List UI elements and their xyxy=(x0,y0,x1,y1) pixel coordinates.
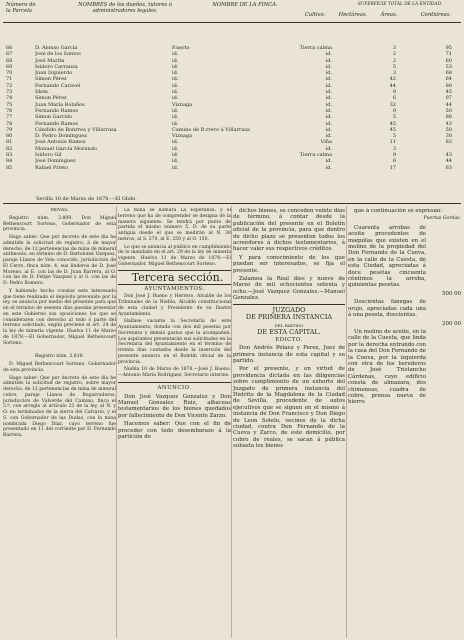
areas: 42 xyxy=(389,76,396,83)
paragraph: Hacemos saber: Que con el fin de proceder con todo desembarazo á la partición de xyxy=(118,421,231,440)
header-num-label: Número de la Parcela xyxy=(6,2,36,14)
areas: 2 xyxy=(392,51,396,58)
edicto-heading: EDICTO. xyxy=(275,336,303,343)
owner-name: Idem xyxy=(35,89,48,96)
centiareas: 44 xyxy=(445,158,452,165)
centiareas: 44 xyxy=(445,101,452,108)
finca-name: Viznaga xyxy=(172,133,193,140)
areas: 45 xyxy=(389,120,396,127)
parcel-number: 81 xyxy=(6,139,13,146)
text-column-4 xyxy=(348,208,461,638)
section-title: Tercera sección. xyxy=(118,270,231,285)
finca-name: id. xyxy=(172,57,179,64)
parcel-number: 69 xyxy=(6,63,13,70)
centiareas: 30 xyxy=(445,133,452,140)
areas: 6 xyxy=(392,95,396,102)
minas-heading: MINAS. xyxy=(50,208,69,213)
parcel-number: 70 xyxy=(6,70,13,77)
seville-line: Sevilla 10 de Marzo de 1878.—El Gbdo. xyxy=(36,196,137,202)
parcel-number: 74 xyxy=(6,95,13,102)
owner-name: José Antonio Ramos xyxy=(35,139,86,146)
centiareas: 63 xyxy=(445,164,452,171)
centiareas: 07 xyxy=(445,95,452,102)
areas: 5 xyxy=(392,63,396,70)
areas: 17 xyxy=(389,164,396,171)
cultivo: id. xyxy=(325,133,332,140)
cultivo: id. xyxy=(325,164,332,171)
paragraph: Hago saber: Que por decreto de este día he admitido la solicitud de registro, á de mayor derecho, de 12 pertenencias de mina de mineral antimonio, en término de D. Bartolomé Vazquez, paraje Llanos de Vela conocido, jurisdicción de El Cerro, finca núm. 4, sus linderos de D. José Moreno, al E. con las de D. Juan Barrera, al O. con las de D. Felipe Vazquez y al S. con las de D. Pedro Romero. xyxy=(3,235,116,286)
parcel-number: 67 xyxy=(6,51,13,58)
centiareas: 43 xyxy=(445,120,452,127)
owner-name: Juan Izquierdo xyxy=(35,70,73,77)
paragraph: La mina se llamará La Esperanza, y el terreno que ha de comprender se designa de la manera siguiente: Se tendrá por punto de partida el mismo número 5. D. de su parte antigua desde el que se medirán al N. 30 metros, al S. 270, al E. 250 y al O. 150. xyxy=(118,208,231,242)
owner-name: José Domínguez xyxy=(35,158,76,165)
centiareas: 83 xyxy=(445,139,452,146)
header-rule xyxy=(3,22,461,23)
cultivo: id. xyxy=(325,114,332,121)
areas: 3 xyxy=(392,45,396,51)
paragraph: Lo que se anuncia al público en cumplimiento de lo mandado en el art. 29 de la ley de minería vigente. Huelva 11 de Marzo de 1878.—El Gobernador, Miguel Bethencourt Sorteno. xyxy=(118,244,231,267)
finca-name: Camino de B.rrero á Villarrasa xyxy=(172,126,250,133)
areas: 44 xyxy=(389,82,396,89)
finca-name: id. xyxy=(172,158,179,165)
header-superficie-label: SUPERFICIE TOTAL DE LA ENTIDAD. xyxy=(357,2,443,7)
finca-name: id. xyxy=(172,120,179,127)
areas: 5 xyxy=(392,114,396,121)
owner-name: Simon Pérez xyxy=(35,95,67,102)
areas: 11 xyxy=(389,139,396,146)
finca-name: id. xyxy=(172,139,179,146)
header-finca-label: NOMBRE DE LA FINCA. xyxy=(212,2,278,8)
parcel-number: 72 xyxy=(6,82,13,89)
areas: 32 xyxy=(389,101,396,108)
owner-name: Isidoro Gil xyxy=(35,152,62,159)
price-line xyxy=(348,291,461,297)
finca-name: id. xyxy=(172,107,179,114)
parcel-number: 84 xyxy=(6,158,13,165)
areas: 9 xyxy=(392,89,396,96)
owner-name: Rafael Prieto xyxy=(35,164,69,171)
price-line xyxy=(348,321,461,327)
parcel-number: 77 xyxy=(6,114,13,121)
parcel-number: 76 xyxy=(6,107,13,114)
areas: 9 xyxy=(392,152,396,159)
finca-name: id. xyxy=(172,63,179,70)
amount: 200 00 xyxy=(442,320,461,327)
centiareas: 68 xyxy=(445,70,452,77)
parcel-number: 66 xyxy=(6,45,13,51)
owner-name: Fernando Caravel xyxy=(35,82,81,89)
column-divider xyxy=(346,206,347,638)
juzgado-line-1: JUZGADO xyxy=(272,305,306,314)
cultivo: id. xyxy=(325,107,332,114)
parcel-number: 82 xyxy=(6,145,13,152)
paragraph: Don José Vazquez Gonzalez y Don Manuel Gonzalez Ruiz, albaceas testamentarios de los bienes quedados por fallecimiento de Don Vicente Zarzo. xyxy=(118,393,231,419)
finca-name: P.uerto xyxy=(172,45,190,51)
finca-name: id. xyxy=(172,82,179,89)
finca-name: id. xyxy=(172,76,179,83)
centiareas: 60 xyxy=(445,57,452,64)
owner-name: Cándido de Bonrrea y Villarrasa xyxy=(35,126,117,133)
areas: 6 xyxy=(392,158,396,165)
owner-name: Simon Pérez xyxy=(35,76,67,83)
cultivo: Tierra calma xyxy=(299,152,332,159)
cultivo: id. xyxy=(325,89,332,96)
cultivo: id. xyxy=(325,158,332,165)
table-row xyxy=(0,165,464,171)
finca-name: id. xyxy=(172,51,179,58)
paragraph: Registro núm. 3.809. Don Miguel Bethencourt Sorteno, Gobernador de esta provincia. xyxy=(3,215,116,233)
text-column-2 xyxy=(118,208,231,638)
finca-name: id. xyxy=(172,145,179,152)
section-subtitle: AYUNTAMIENTOS. xyxy=(144,285,205,292)
parcel-number: 83 xyxy=(6,152,13,159)
amount: 500 00 xyxy=(442,290,461,297)
owner-name: D. Pedro Domínguez xyxy=(35,133,87,140)
header-cent-label: Centiáreas. xyxy=(420,12,452,18)
cultivo: Viña xyxy=(320,139,332,146)
centiareas: 86 xyxy=(445,114,452,121)
cultivo: id. xyxy=(325,70,332,77)
paragraph: Hago saber: Que por decreto de este día he admitido la solicitud de registro, sobre mayor derecho, de 12 pertenencias de mina de mineral cobre, paraje Llanos de Bogarruderos, jurisdicción de Valverde del Camino, finca el 5.º, con arreglo al artículo 23 de la ley, al N. y O. no terminados de la sierra del Calvario, y el S. con Gobernador de las Dudas, con la mina nombrada Diego Díaz, cuyo terreno fue presentado en 11 del corriente por D. Fernando Barrera. xyxy=(3,375,116,438)
registro-heading: Registro núm. 3.810. xyxy=(34,354,85,360)
finca-name: id. xyxy=(172,114,179,121)
centiareas: 64 xyxy=(445,76,452,83)
owner-name: José de los Santos xyxy=(35,51,81,58)
finca-name: id. xyxy=(172,164,179,171)
areas: 45 xyxy=(389,126,396,133)
divider xyxy=(118,382,231,383)
areas: 2 xyxy=(392,57,396,64)
juzgado-heading xyxy=(233,304,345,337)
centiareas: 50 xyxy=(445,107,452,114)
areas: 3 xyxy=(392,70,396,77)
text-column-1 xyxy=(3,208,116,638)
centiareas: 50 xyxy=(445,126,452,133)
parcel-number: 75 xyxy=(6,101,13,108)
paragraph: Don Andrés Pelaez y Perez, Juez de primera instancia de esta capital y su partido. xyxy=(233,345,345,364)
paragraph: dichos bienes, se conceden veinte días de término, á contar desde la publicación del presente en el Boletín oficial de la provincia, para que dentro de dicho plazo se presenten todos los acreedores á dichos testamentarios, á hacer valer sus respectivos créditos. xyxy=(233,208,345,253)
juzgado-line-3: DEL PARTIDO xyxy=(274,322,304,328)
cultivo: id. xyxy=(325,145,332,152)
header-cultivo-label: Cultivo. xyxy=(304,12,326,18)
owner-name: Simon Garrido xyxy=(35,114,73,121)
owner-name: Manuel García Morando xyxy=(35,145,97,152)
centiareas: 80 xyxy=(445,82,452,89)
juzgado-line-4: DE ESTA CAPITAL. xyxy=(257,328,321,337)
centiareas: 45 xyxy=(445,89,452,96)
areas: 9 xyxy=(392,107,396,114)
cultivo: id. xyxy=(325,57,332,64)
cultivo: id. xyxy=(325,82,332,89)
paragraph: Por el presente, y en virtud de providencia dictada en las diligencias sobre cumplimiento de un exhorto del Juzgado de primera instancia del Distrito de la Magdalena de la Ciudad de Sevilla, procedente de autos ejecutivos que se siguen en el mismo á instancia de Don Francisco y Don Diego de Leon Sotelo, vecinos de la dicha ciudad, contra Don Fernando de la Cueva y Zarco, de este domicilio, por cobro de reales, se sacan á pública subasta los bienes xyxy=(233,366,345,450)
parcel-table xyxy=(0,45,464,171)
header-areas-label: Áreas. xyxy=(380,12,398,18)
header-owners-label: NOMBRES de los dueños, tutores ó administradores legales. xyxy=(78,2,172,14)
text-column-3 xyxy=(233,208,345,638)
owner-name: Fernando Ramos xyxy=(35,107,78,114)
cultivo: id. xyxy=(325,63,332,70)
owner-name: Juan María Bolaños xyxy=(35,101,85,108)
cultivo: id. xyxy=(325,126,332,133)
paragraph: que á continuación se expresan: xyxy=(354,208,443,214)
centiareas: 95 xyxy=(445,45,452,51)
paragraph: Cuarenta arrobas de aceite procedentes de maquilas que existen en el molino de la propiedad del Don Fernando de la Cueva, en la calle de la Cuesta, de esta Ciudad, apreciadas á doce pesetas cincuenta céntimos la arroba, quinientas pesetas. xyxy=(348,224,426,289)
cultivo: id. xyxy=(325,51,332,58)
centiareas: 53 xyxy=(445,63,452,70)
location-label: Puertas Gordas. xyxy=(423,216,461,222)
finca-name: id. xyxy=(172,152,179,159)
table-bottom-rule xyxy=(3,203,461,204)
finca-name: Viznaga xyxy=(172,101,193,108)
cultivo: id. xyxy=(325,76,332,83)
paragraph: Niebla 10 de Marzo de 1878.—José J. Bueno.—Antonio María Rodríguez, Secretario interino. xyxy=(118,367,231,378)
column-divider xyxy=(116,206,117,638)
areas: 5 xyxy=(392,133,396,140)
centiareas: 43 xyxy=(445,152,452,159)
parcel-number: 71 xyxy=(6,76,13,83)
parcel-number: 79 xyxy=(6,126,13,133)
areas: 3 xyxy=(392,145,396,152)
cultivo: id. xyxy=(325,120,332,127)
paragraph: Doscientas fanegas de orujo, apreciadas cada una á una peseta, doscientas. xyxy=(348,299,426,319)
paragraph: Y para conocimiento de los que puedan ser interesados, se fija el presente. xyxy=(233,254,345,274)
owner-name: Isidoro Carranza xyxy=(35,63,78,70)
finca-name: id. xyxy=(172,89,179,96)
cultivo: id. xyxy=(325,95,332,102)
finca-name: id. xyxy=(172,70,179,77)
cultivo: Tierra calma xyxy=(299,45,332,51)
owner-name: Fernando Ramos xyxy=(35,120,78,127)
paragraph: Hallase vacante la Secretaría de este Ayuntamiento, dotada con dos mil pesetas por Secretario y demás gastos que la acompañen. Los aspirantes presentarán sus solicitudes en la Secretaría del Ayuntamiento en el término de treinta días contados desde la inserción del presente anuncio en el Boletín oficial de la provincia. xyxy=(118,319,231,365)
paragraph: D. Miguel Bethencourt Sorteno, Gobernador de esta provincia. xyxy=(3,362,116,373)
parcel-number: 80 xyxy=(6,133,13,140)
anuncio-title: ANUNCIO. xyxy=(157,384,192,391)
paragraph: Zalamea la Real dies y nueve de Marzo de mil ochocientos setenta y ocho.—José Vazquez Gonzalez.—Manuel Gonzalez. xyxy=(233,276,345,302)
parcel-number: 85 xyxy=(6,164,13,171)
parcel-number: 78 xyxy=(6,120,13,127)
paragraph: Y habiendo hecho constar este interesado que tiene realizado el depósito prevenido por la ley, se anuncia por medio del presente para que en el término de sesenta días puedan presentar en este Gobierno sus oposiciones los que se consideraren con derecho al todo ó parte del terreno solicitado, según previene el art. 24 de la ley de minería vigente. Huelva 11 de Marzo de 1878.—El Gobernador, Miguel Bethencourt Sorteno. xyxy=(3,288,116,346)
finca-name: id. xyxy=(172,95,179,102)
cultivo: id. xyxy=(325,101,332,108)
owner-name: José Martín xyxy=(35,57,65,64)
juzgado-line-2: DE PRIMERA INSTANCIA xyxy=(245,313,333,322)
centiareas: 71 xyxy=(445,51,452,58)
parcel-number: 73 xyxy=(6,89,13,96)
column-divider xyxy=(231,206,232,638)
paragraph: Don José J. Bueno y Herrero, Alcalde de los Tribunales de la Niebla, Alcalde constitucional de esta ciudad y Presidente de su Ilustre Ayuntamiento. xyxy=(118,294,231,317)
parcel-number: 68 xyxy=(6,57,13,64)
header-hect-label: Hectáreas. xyxy=(338,12,368,18)
paragraph: Un molino de aceite, en la calle de la Cuesta, que linda por la derecha entrando con la casa del Don Fernando de la Cueva, por la izquierda con otra de los herederos de José Tristancho Cárdenas, cuyo edificio consta de almazara, dos chimeneas, cuadra de cobre, prensa nueva de hierro xyxy=(348,328,426,406)
owner-name: D. Alonso García xyxy=(35,45,78,51)
